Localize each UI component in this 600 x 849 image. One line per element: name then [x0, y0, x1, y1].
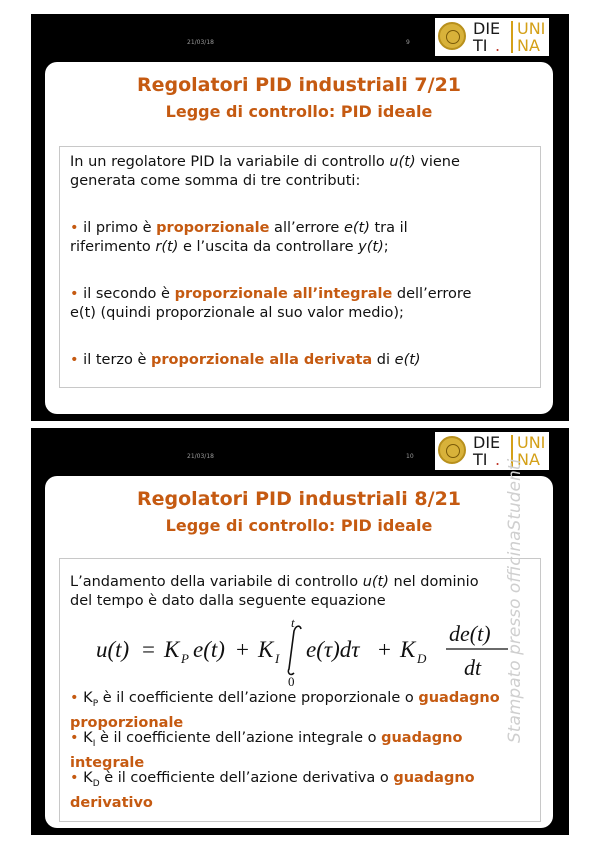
slide-subtitle: Legge di controllo: PID ideale	[165, 102, 433, 121]
university-seal-icon	[438, 436, 466, 464]
logo-na: NA	[517, 36, 540, 55]
logo-die: DIE	[473, 433, 501, 452]
svg-text:de(t): de(t)	[449, 621, 491, 646]
svg-text:P: P	[181, 651, 189, 666]
slide-date: 21/03/18	[187, 453, 214, 460]
slide-subtitle: Legge di controllo: PID ideale	[165, 516, 433, 535]
logo-divider	[511, 21, 513, 53]
logo-dot: .	[495, 450, 501, 469]
svg-text:+: +	[236, 637, 249, 662]
svg-text:K: K	[258, 637, 274, 662]
slide-title: Regolatori PID industriali 8/21	[136, 488, 462, 510]
svg-text:+: +	[378, 637, 391, 662]
slide-9	[31, 14, 569, 421]
integral-sign	[288, 626, 301, 674]
slide-content	[45, 476, 553, 828]
slide-content	[45, 62, 553, 414]
svg-text:I: I	[275, 651, 280, 666]
dieti-logo	[435, 432, 549, 470]
slide-number: 9	[406, 39, 410, 46]
logo-na: NA	[517, 450, 540, 469]
bullet-kd: • $K_D$ è il coefficiente dell’azione derivativa o guadagno derivativo	[70, 770, 475, 811]
bullet-kp: • $K_P$ è il coefficiente dell’azione proporzionale o guadagno proporzionale	[70, 690, 500, 731]
bullet-integral: • il secondo è proporzionale all’integrale dell’errore e(t) (quindi proporzionale al suo valor medio);	[70, 286, 472, 321]
bullet-derivative: • il terzo è proporzionale alla derivata di e(t)	[70, 352, 421, 368]
university-seal-icon	[438, 22, 466, 50]
svg-text:Stampato presso officinaStuden: Stampato presso officinaStudenti	[505, 458, 525, 743]
dieti-logo	[435, 18, 549, 56]
svg-text:u(t): u(t)	[96, 637, 130, 662]
intro-paragraph: In un regolatore PID la variabile di controllo u(t) viene generata come somma di tre contributi:	[70, 154, 460, 189]
svg-text:e(t): e(t)	[193, 637, 225, 662]
slide-title: Regolatori PID industriali 7/21	[136, 74, 462, 96]
svg-text:K: K	[164, 637, 180, 662]
svg-text:=: =	[142, 637, 155, 662]
bullet-proportional: • il primo è proporzionale all’errore e(t) tra il riferimento r(t) e l’uscita da controllare y(t);	[70, 220, 408, 255]
pid-equation	[94, 617, 524, 687]
svg-text:e(τ)dτ: e(τ)dτ	[306, 637, 360, 662]
svg-text:K: K	[400, 637, 416, 662]
watermark	[500, 445, 526, 745]
svg-text:D: D	[417, 651, 427, 666]
logo-uni: UNI	[517, 433, 546, 452]
logo-ti: TI	[473, 36, 488, 55]
svg-text:t: t	[291, 617, 295, 630]
slide-number: 10	[406, 453, 414, 460]
content-box	[59, 558, 541, 822]
logo-dot: .	[495, 36, 501, 55]
intro-paragraph: L’andamento della variabile di controllo u(t) nel dominio del tempo è dato dalla seguente equazione	[70, 574, 479, 609]
logo-die: DIE	[473, 19, 501, 38]
bullet-ki: • $K_I$ è il coefficiente dell’azione integrale o guadagno integrale	[70, 730, 463, 771]
svg-text:0: 0	[288, 674, 295, 687]
slide-10	[31, 428, 569, 835]
logo-ti: TI	[473, 450, 488, 469]
content-box	[59, 146, 541, 388]
svg-text:dt: dt	[464, 655, 482, 680]
slide-date: 21/03/18	[187, 39, 214, 46]
logo-uni: UNI	[517, 19, 546, 38]
